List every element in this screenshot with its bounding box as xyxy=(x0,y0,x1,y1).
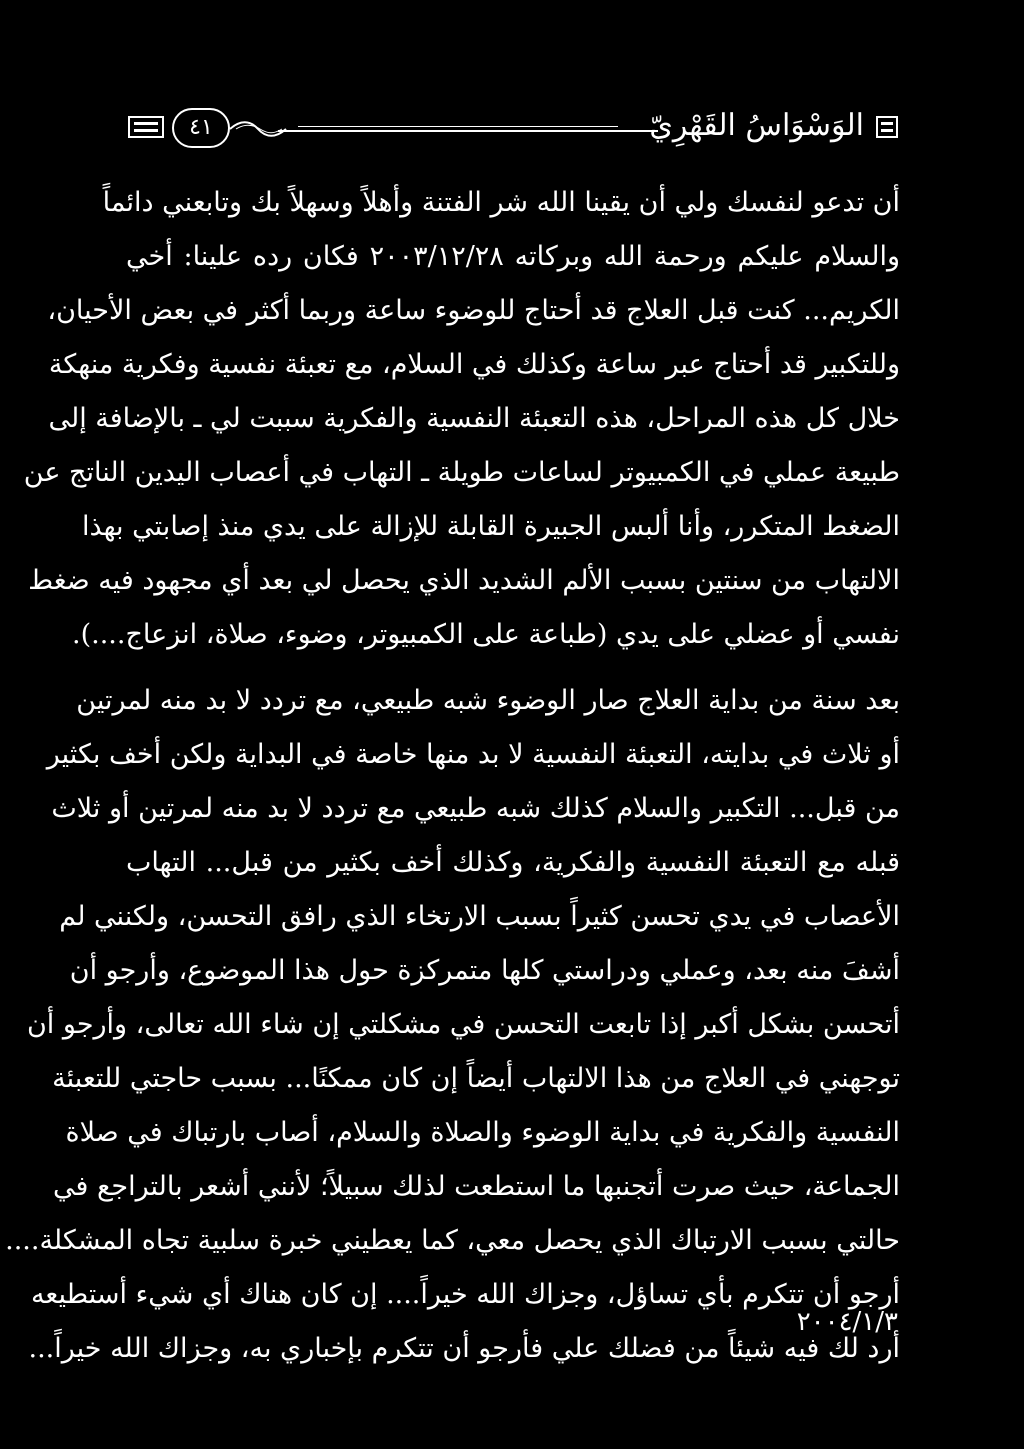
text-line: الضغط المتكرر، وأنا ألبس الجبيرة القابلة للإزالة على يدي منذ إصابتي بهذا xyxy=(81,511,900,542)
text-line: من قبل... التكبير والسلام كذلك شبه طبيعي مع تردد لا بد منه لمرتين أو ثلاث xyxy=(51,793,900,824)
page-number: ٤١ xyxy=(172,108,230,148)
text-line: قبله مع التعبئة النفسية والفكرية، وكذلك أخف بكثير من قبل... التهاب xyxy=(126,847,900,878)
header-rule-thin xyxy=(298,126,618,127)
running-title: الوَسْوَاسُ القَهْرِيّ xyxy=(649,108,864,143)
text-line: أشفَ منه بعد، وعملي ودراستي كلها متمركزة حول هذا الموضوع، وأرجو أن xyxy=(69,955,900,986)
header-rule xyxy=(278,130,658,132)
page-header xyxy=(128,104,898,152)
text-line: أرجو أن تتكرم بأي تساؤل، وجزاك الله خيراً.... إن كان هناك أي شيء أستطيعه xyxy=(30,1279,900,1310)
text-line: والسلام عليكم ورحمة الله وبركاته ٢٠٠٣/١٢/٢٨ فكان رده علينا: أخي xyxy=(126,241,901,272)
letter-date: ٢٠٠٤/١/٣ xyxy=(796,1307,898,1337)
text-line: أرد لك فيه شيئاً من فضلك علي فأرجو أن تتكرم بإخباري به، وجزاك الله خيراً... xyxy=(28,1333,900,1364)
text-line: الكريم... كنت قبل العلاج قد أحتاج للوضوء ساعة وربما أكثر في بعض الأحيان، xyxy=(47,295,900,326)
header-ornament-right-icon xyxy=(876,116,898,138)
header-flourish-icon xyxy=(228,118,288,140)
text-line: طبيعة عملي في الكمبيوتر لساعات طويلة ـ التهاب في أعصاب اليدين الناتج عن xyxy=(23,457,900,488)
text-line: الأعصاب في يدي تحسن كثيراً بسبب الارتخاء الذي رافق التحسن، ولكنني لم xyxy=(59,901,900,932)
header-ornament-left-icon xyxy=(128,116,164,138)
text-line: الجماعة، حيث صرت أتجنبها ما استطعت لذلك سبيلاً؛ لأنني أشعر بالتراجع في xyxy=(53,1171,900,1202)
text-line: الالتهاب من سنتين بسبب الألم الشديد الذي يحصل لي بعد أي مجهود فيه ضغط xyxy=(28,565,900,596)
text-line: أو ثلاث في بدايته، التعبئة النفسية لا بد منها خاصة في البداية ولكن أخف بكثير xyxy=(46,739,900,770)
text-line: نفسي أو عضلي على يدي (طباعة على الكمبيوتر، وضوء، صلاة، انزعاج....). xyxy=(72,619,900,650)
text-line: النفسية والفكرية في بداية الوضوء والصلاة والسلام، أصاب بارتباك في صلاة xyxy=(65,1117,900,1148)
paragraph-1 xyxy=(23,176,901,662)
text-line: وللتكبير قد أحتاج عبر ساعة وكذلك في السلام، مع تعبئة نفسية وفكرية منهكة xyxy=(48,349,900,380)
text-line: بعد سنة من بداية العلاج صار الوضوء شبه طبيعي، مع تردد لا بد منه لمرتين xyxy=(76,685,900,716)
text-line: أن تدعو لنفسك ولي أن يقينا الله شر الفتنة وأهلاً وسهلاً بك وتابعني دائماً xyxy=(102,187,900,218)
paragraph-2 xyxy=(5,674,900,1376)
text-line: أتحسن بشكل أكبر إذا تابعت التحسن في مشكلتي إن شاء الله تعالى، وأرجو أن xyxy=(26,1009,900,1040)
body-text xyxy=(5,176,901,1376)
text-line: خلال كل هذه المراحل، هذه التعبئة النفسية والفكرية سببت لي ـ بالإضافة إلى xyxy=(48,403,900,434)
text-line: حالتي بسبب الارتباك الذي يحصل معي، كما يعطيني خبرة سلبية تجاه المشكلة.... xyxy=(5,1225,900,1256)
paragraph-gap xyxy=(126,662,900,674)
text-line: توجهني في العلاج من هذا الالتهاب أيضاً إن كان ممكنًا... بسبب حاجتي للتعبئة xyxy=(52,1063,900,1094)
